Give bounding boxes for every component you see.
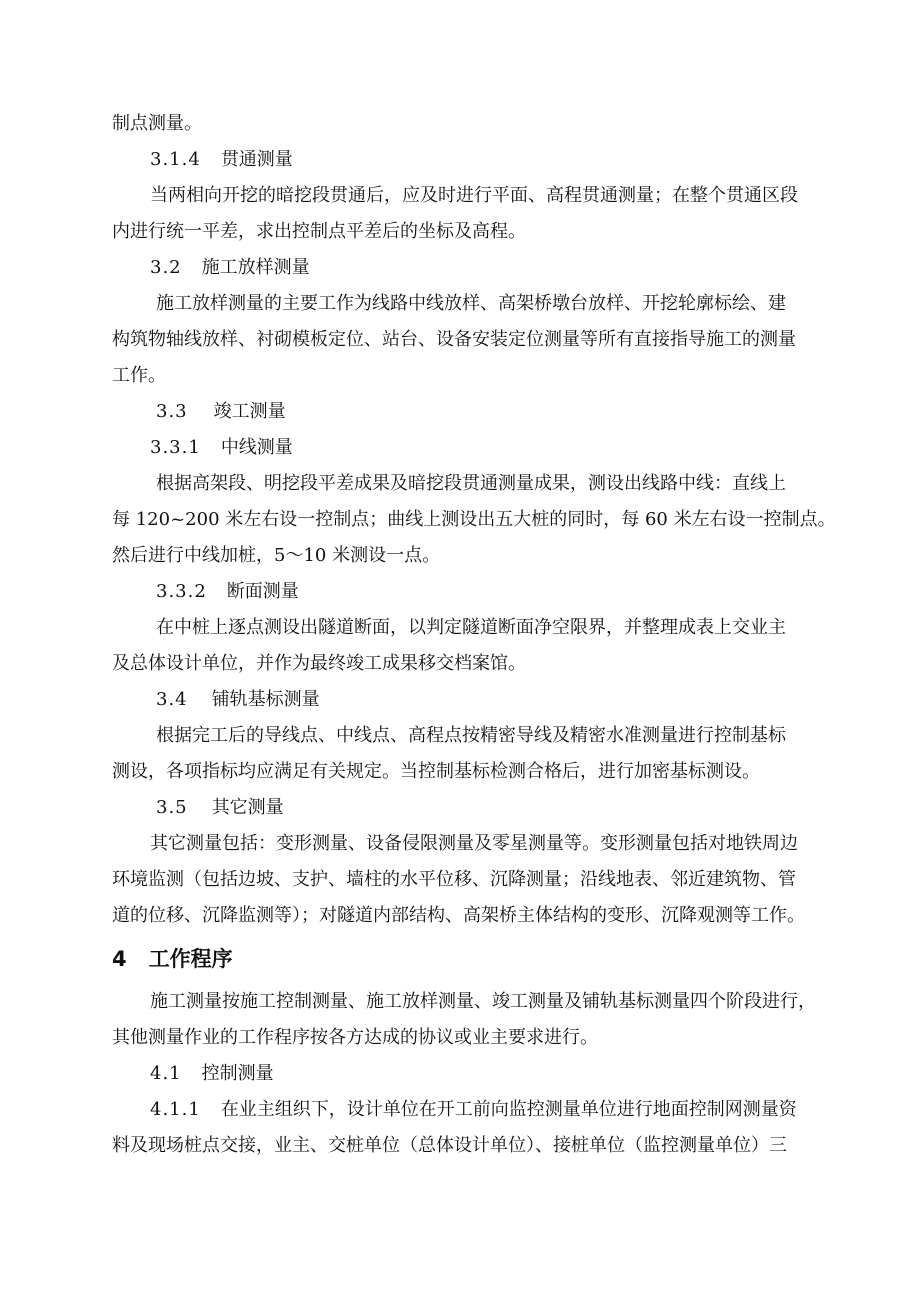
section-title: 铺轨基标测量 xyxy=(211,689,320,710)
section-number: 3.2 xyxy=(150,257,182,278)
text-line: 料及现场桩点交接，业主、交桩单位（总体设计单位）、接桩单位（监控测量单位）三 xyxy=(112,1135,787,1156)
section-title: 其它测量 xyxy=(211,797,284,818)
section-title: 控制测量 xyxy=(201,1063,274,1084)
chapter-heading-4 xyxy=(112,946,233,972)
section-heading-3-3 xyxy=(156,401,286,423)
section-number: 4.1 xyxy=(150,1063,182,1084)
section-title: 断面测量 xyxy=(226,581,299,602)
section-heading-3-2 xyxy=(150,257,310,279)
text-line: 根据完工后的导线点、中线点、高程点按精密导线及精密水准测量进行控制基标 xyxy=(156,725,786,746)
section-heading-3-4 xyxy=(156,689,320,711)
section-number: 3.3.2 xyxy=(156,581,207,602)
text-line: 构筑物轴线放样、衬砌模板定位、站台、设备安装定位测量等所有直接指导施工的测量 xyxy=(112,329,796,350)
text-line: 当两相向开挖的暗挖段贯通后，应及时进行平面、高程贯通测量；在整个贯通区段 xyxy=(150,185,798,206)
text-line: 测设，各项指标均应满足有关规定。当控制基标检测合格后，进行加密基标测设。 xyxy=(112,761,760,782)
text-line: 及总体设计单位，并作为最终竣工成果移交档案馆。 xyxy=(112,653,526,674)
section-number: 3.5 xyxy=(156,797,188,818)
text-line: 每 120~200 米左右设一控制点；曲线上测设出五大桩的同时，每 60 米左右设一控制点。 xyxy=(112,509,836,530)
section-number: 3.1.4 xyxy=(150,149,201,170)
text-line xyxy=(150,1099,797,1121)
section-number: 3.4 xyxy=(156,689,188,710)
section-title: 施工放样测量 xyxy=(201,257,310,278)
section-heading-3-3-1 xyxy=(150,437,293,459)
text-line: 内进行统一平差，求出控制点平差后的坐标及高程。 xyxy=(112,221,526,242)
chapter-title: 工作程序 xyxy=(148,947,233,971)
text-line: 然后进行中线加桩，5～10 米测设一点。 xyxy=(112,545,441,566)
section-title: 中线测量 xyxy=(220,437,293,458)
chapter-number: 4 xyxy=(112,947,127,971)
text-line: 工作。 xyxy=(112,365,166,386)
section-heading-3-1-4 xyxy=(150,149,293,171)
text-line: 其他测量作业的工作程序按各方达成的协议或业主要求进行。 xyxy=(112,1027,598,1048)
section-number: 3.3.1 xyxy=(150,437,201,458)
section-number: 3.3 xyxy=(156,401,188,422)
section-heading-3-3-2 xyxy=(156,581,299,603)
text-line: 环境监测（包括边坡、支护、墙柱的水平位移、沉降测量；沿线地表、邻近建筑物、管 xyxy=(112,869,796,890)
text-line: 道的位移、沉降监测等）；对隧道内部结构、高架桥主体结构的变形、沉降观测等工作。 xyxy=(112,905,805,926)
paragraph-text: 在业主组织下，设计单位在开工前向监控测量单位进行地面控制网测量资 xyxy=(220,1099,797,1120)
section-number: 4.1.1 xyxy=(150,1099,201,1120)
section-title: 竣工测量 xyxy=(213,401,286,422)
text-line: 在中桩上逐点测设出隧道断面，以判定隧道断面净空限界，并整理成表上交业主 xyxy=(156,617,786,638)
text-line: 其它测量包括：变形测量、设备侵限测量及零星测量等。变形测量包括对地铁周边 xyxy=(150,833,798,854)
text-line: 施工放样测量的主要工作为线路中线放样、高架桥墩台放样、开挖轮廓标绘、建 xyxy=(156,293,786,314)
text-line: 施工测量按施工控制测量、施工放样测量、竣工测量及铺轨基标测量四个阶段进行， xyxy=(150,991,816,1012)
section-heading-3-5 xyxy=(156,797,284,819)
text-line: 制点测量。 xyxy=(112,113,202,134)
text-line: 根据高架段、明挖段平差成果及暗挖段贯通测量成果，测设出线路中线：直线上 xyxy=(156,473,786,494)
section-heading-4-1 xyxy=(150,1063,274,1085)
section-title: 贯通测量 xyxy=(220,149,293,170)
